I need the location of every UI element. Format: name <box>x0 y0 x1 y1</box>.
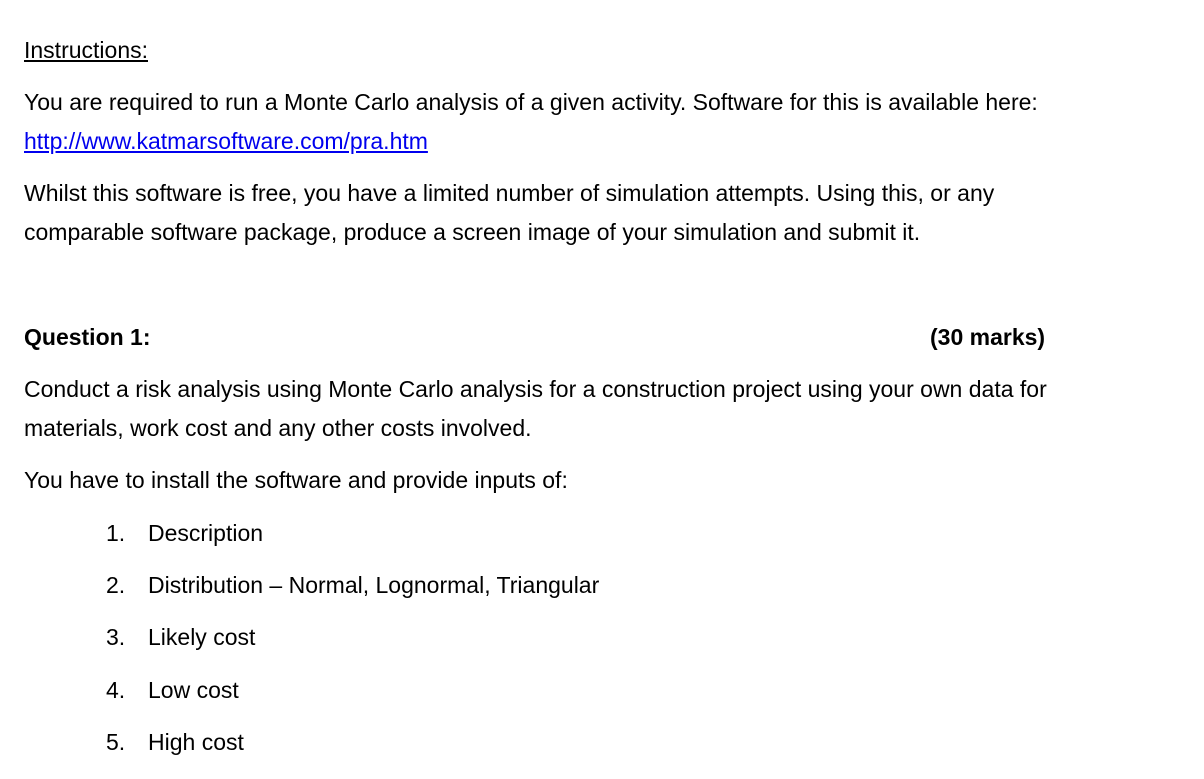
question-paragraph-line: Conduct a risk analysis using Monte Carlo analysis for a construction project using your own data for <box>24 376 1047 402</box>
list-item <box>106 518 263 548</box>
question-marks: (30 marks) <box>930 324 1046 350</box>
list-item-number: 5. <box>106 729 126 755</box>
list-item <box>106 675 239 705</box>
list-item-number: 3. <box>106 624 126 650</box>
instructions-paragraph-line: Whilst this software is free, you have a limited number of simulation attempts. Using this, or any <box>24 180 995 206</box>
list-item-text: Distribution – Normal, Lognormal, Triangular <box>148 572 600 598</box>
list-item-text: High cost <box>148 729 244 755</box>
software-link[interactable]: http://www.katmarsoftware.com/pra.htm <box>24 128 428 154</box>
instructions-paragraph-line: comparable software package, produce a screen image of your simulation and submit it. <box>24 219 921 245</box>
list-item-text: Description <box>148 520 264 546</box>
list-item <box>106 570 599 600</box>
list-item-text: Low cost <box>148 677 239 703</box>
list-item-number: 2. <box>106 572 126 598</box>
question-paragraph-line: materials, work cost and any other costs involved. <box>24 415 532 441</box>
list-item <box>106 622 255 652</box>
instructions-paragraph-line: You are required to run a Monte Carlo analysis of a given activity. Software for this is available here: <box>24 89 1038 115</box>
list-item-number: 4. <box>106 677 126 703</box>
list-item-text: Likely cost <box>148 624 256 650</box>
list-item <box>106 727 244 757</box>
instructions-heading: Instructions: <box>24 37 148 63</box>
list-item-number: 1. <box>106 520 126 546</box>
question-paragraph: You have to install the software and provide inputs of: <box>24 467 568 493</box>
question-title: Question 1: <box>24 324 151 350</box>
